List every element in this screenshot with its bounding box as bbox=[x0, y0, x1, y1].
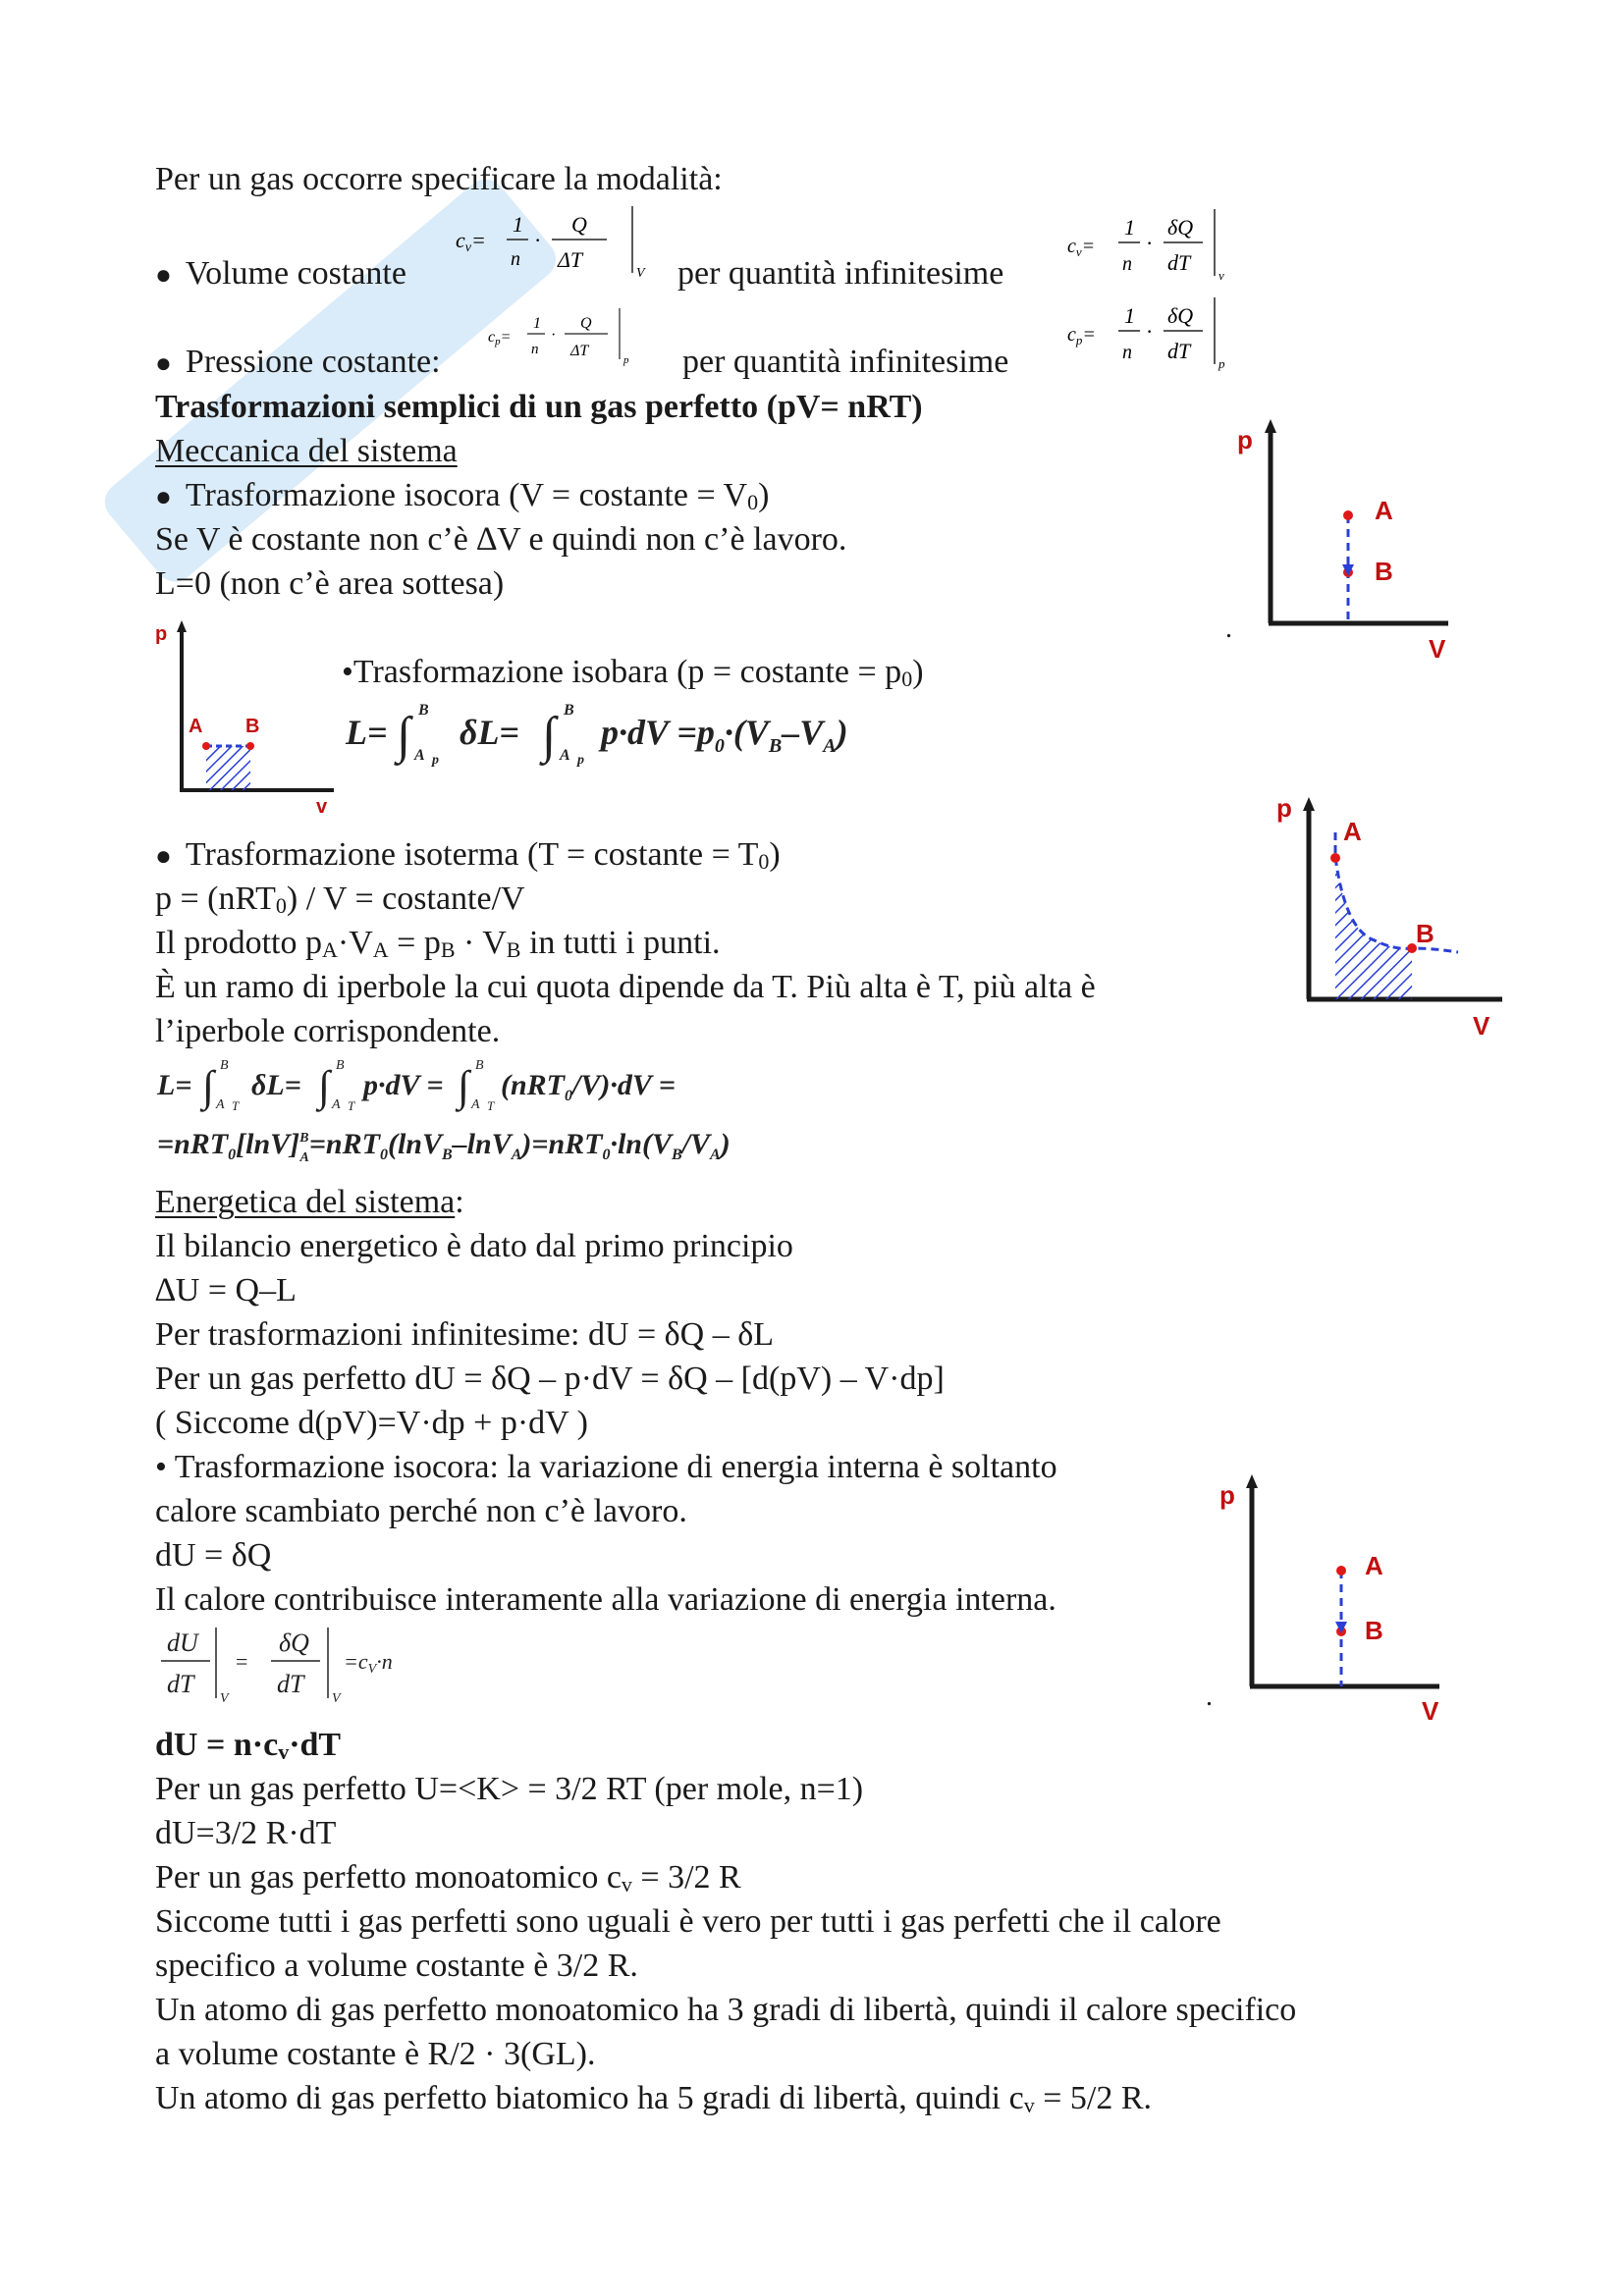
isoterma-pressure: p = (nRT$_0$) / V = costante/V bbox=[155, 881, 525, 918]
energetica-line-4: Per un gas perfetto dU = δQ – p·dV = δQ – [d(pV) – V·dp] bbox=[155, 1361, 945, 1397]
isoterma-point-a: A bbox=[1343, 817, 1362, 846]
cp-formula-infinitesimal bbox=[1065, 290, 1242, 378]
isoterma-formula bbox=[157, 1055, 825, 1173]
isoterma-hyperbola-2: l’iperbole corrispondente. bbox=[155, 1013, 501, 1049]
svg-text:A: A bbox=[471, 1097, 480, 1112]
point-a-label: A bbox=[1375, 496, 1393, 525]
svg-text:p: p bbox=[577, 753, 584, 768]
svg-text:∫: ∫ bbox=[202, 1062, 215, 1110]
svg-text:p: p bbox=[1218, 356, 1225, 371]
svg-text:Q: Q bbox=[580, 315, 592, 332]
svg-text:p: p bbox=[623, 354, 629, 366]
svg-text:(nRT0/V)·dV =: (nRT$_0$/V)·dV = bbox=[501, 1069, 676, 1104]
energy-axis-p: p bbox=[1219, 1480, 1235, 1510]
svg-text:T: T bbox=[232, 1098, 240, 1113]
infinitesime-label-2: per quantità infinitesime bbox=[682, 344, 1009, 380]
svg-text:B: B bbox=[564, 702, 574, 719]
text-line-31: Un atomo di gas perfetto monoatomico ha 3 gradi di libertà, quindi il calore specifico bbox=[155, 1992, 1297, 2028]
svg-text:1: 1 bbox=[1124, 215, 1135, 240]
text-line-28: Per un gas perfetto monoatomico $c_v = 3/2$ R bbox=[155, 1859, 741, 1896]
cp-formula-finite bbox=[486, 302, 643, 371]
energetica-line-9: Il calore contribuisce interamente alla variazione di energia interna. bbox=[155, 1581, 1056, 1618]
svg-text:v: v bbox=[1218, 268, 1224, 283]
isocora-desc: Se V è costante non c’è ∆V e quindi non c’è lavoro. bbox=[155, 521, 847, 558]
infinitesime-label-1: per quantità infinitesime bbox=[677, 255, 1004, 292]
svg-text:dT: dT bbox=[277, 1670, 304, 1698]
axis-v-label: V bbox=[1429, 634, 1446, 664]
svg-text:·: · bbox=[551, 327, 557, 344]
svg-text:∫: ∫ bbox=[542, 708, 557, 764]
energy-axis-v: V bbox=[1422, 1696, 1439, 1726]
svg-text:n: n bbox=[1122, 253, 1132, 275]
text-line-30: specifico a volume costante è 3/2 R. bbox=[155, 1948, 638, 1984]
svg-text:B: B bbox=[418, 702, 429, 719]
svg-text:B: B bbox=[475, 1058, 484, 1073]
isoterma-graph bbox=[1267, 793, 1522, 1043]
svg-text:n: n bbox=[531, 342, 539, 357]
svg-text:A: A bbox=[332, 1097, 341, 1112]
svg-text:B: B bbox=[336, 1058, 345, 1073]
svg-text:ΔT: ΔT bbox=[570, 343, 589, 359]
svg-text:n: n bbox=[1122, 342, 1132, 363]
svg-text:=: = bbox=[236, 1649, 248, 1674]
svg-text:V: V bbox=[636, 266, 645, 281]
isocora-graph bbox=[1218, 417, 1483, 667]
svg-text:A: A bbox=[560, 747, 570, 764]
svg-text:T: T bbox=[487, 1098, 495, 1113]
svg-text:V: V bbox=[332, 1691, 341, 1706]
svg-text:cp=: $c_p=$ bbox=[1067, 324, 1096, 347]
svg-text:L=: L= bbox=[346, 713, 388, 752]
isoterma-axis-p: p bbox=[1276, 793, 1292, 823]
svg-text:p·dV =p0·(VB–VA): $p\cdot dV =p_0\cdot(V_B-V_A)$ bbox=[601, 713, 848, 757]
energetica-line-6: • Trasformazione isocora: la variazione di energia interna è soltanto bbox=[155, 1449, 1057, 1485]
isobara-point-b: B bbox=[245, 716, 260, 737]
cv-formula-finite bbox=[454, 196, 660, 285]
svg-text:=cV·n: =cV·n bbox=[344, 1649, 393, 1677]
svg-text:dU: dU bbox=[167, 1629, 198, 1657]
energetica-line-3: Per trasformazioni infinitesime: dU = δQ – δL bbox=[155, 1316, 775, 1353]
energetica-line-2: ∆U = Q–L bbox=[155, 1272, 297, 1308]
svg-text:δL=: δL= bbox=[251, 1069, 301, 1101]
svg-text:·: · bbox=[1146, 231, 1154, 255]
svg-text:p·dV =: p·dV = bbox=[363, 1069, 444, 1101]
svg-text:p: p bbox=[432, 753, 439, 768]
isoterma-line: ● Trasformazione isoterma (T = costante = $T_0$) bbox=[155, 836, 781, 874]
svg-text:∫: ∫ bbox=[397, 708, 411, 764]
isoterma-axis-v: V bbox=[1473, 1011, 1490, 1041]
svg-text:δQ: δQ bbox=[1167, 303, 1194, 328]
svg-text:n: n bbox=[511, 248, 520, 270]
text-line-29: Siccome tutti i gas perfetti sono uguali è vero per tutti i gas perfetti che il calore bbox=[155, 1903, 1221, 1940]
svg-text:=nRT0[lnV]BA=nRT0(lnVB–lnVA)=n: $=nRT_0[\ln V]^B$ $A=nRT_0(\ln V_B-\ln V_A)=nRT_0\cdot\ln(V_B/V_A)$ bbox=[157, 1128, 731, 1165]
isobara-axis-v: v bbox=[316, 796, 328, 818]
svg-text:ΔT: ΔT bbox=[558, 247, 583, 272]
energetica-line-5: ( Siccome d(pV)=V·dp + p·dV ) bbox=[155, 1405, 588, 1441]
svg-text:1: 1 bbox=[513, 212, 523, 237]
isocora-line: ● Trasformazione isocora (V = costante = $V_0$) bbox=[155, 477, 770, 514]
isobara-axis-p: p bbox=[155, 623, 168, 645]
text-line-27: dU=3/2 R·dT bbox=[155, 1815, 337, 1851]
svg-text:∫: ∫ bbox=[458, 1062, 470, 1110]
svg-text:·: · bbox=[1146, 319, 1154, 344]
energetica-line-7: calore scambiato perché non c’è lavoro. bbox=[155, 1493, 687, 1529]
intro-text: Per un gas occorre specificare la modalità: bbox=[155, 161, 723, 197]
energy-cv-formula bbox=[157, 1622, 452, 1710]
isobara-formula bbox=[346, 695, 915, 774]
svg-text:V: V bbox=[220, 1691, 229, 1706]
isobara-line: •Trasformazione isobara (p = costante = $p_0$) bbox=[342, 654, 924, 691]
svg-text:1: 1 bbox=[1124, 303, 1135, 328]
text-line-26: Per un gas perfetto U=<K> = 3/2 RT (per mole, n=1) bbox=[155, 1771, 864, 1807]
axis-p-label: p bbox=[1237, 425, 1253, 454]
svg-text:A: A bbox=[216, 1097, 225, 1112]
isocora-work: L=0 (non c’è area sottesa) bbox=[155, 565, 505, 602]
svg-text:T: T bbox=[348, 1098, 355, 1113]
text-line-32: a volume costante è R/2 · 3(GL). bbox=[155, 2036, 596, 2072]
cv-formula-infinitesimal bbox=[1065, 201, 1242, 290]
isoterma-point-b: B bbox=[1416, 919, 1435, 948]
svg-text:δQ: δQ bbox=[279, 1629, 309, 1657]
isocora-energy-graph bbox=[1208, 1472, 1473, 1728]
energy-point-b: B bbox=[1365, 1616, 1383, 1645]
energetica-line-1: Il bilancio energetico è dato dal primo principio bbox=[155, 1228, 793, 1264]
svg-text:1: 1 bbox=[533, 315, 541, 332]
svg-text:δL=: δL= bbox=[460, 713, 519, 752]
svg-text:·: · bbox=[534, 228, 542, 252]
svg-text:dT: dT bbox=[1167, 250, 1191, 275]
energetica-heading: Energetica del sistema: bbox=[155, 1184, 464, 1220]
svg-text:L=: L= bbox=[157, 1069, 192, 1101]
isoterma-hyperbola: È un ramo di iperbole la cui quota dipende da T. Più alta è T, più alta è bbox=[155, 969, 1096, 1005]
svg-text:A: A bbox=[414, 747, 425, 764]
point-b-label: B bbox=[1375, 557, 1393, 586]
text-line-33: Un atomo di gas perfetto biatomico ha 5 gradi di libertà, quindi $c_v = 5/2$ R. bbox=[155, 2080, 1153, 2117]
isobara-graph bbox=[147, 618, 344, 818]
section-heading: Trasformazioni semplici di un gas perfetto (pV= nRT) bbox=[155, 389, 923, 425]
meccanica-heading: Meccanica del sistema bbox=[155, 433, 458, 469]
svg-text:dT: dT bbox=[1167, 339, 1191, 363]
energy-point-a: A bbox=[1365, 1551, 1383, 1580]
svg-text:δQ: δQ bbox=[1167, 215, 1194, 240]
du-bold-line: dU = $n\cdot c_v\cdot dT$ bbox=[155, 1727, 342, 1764]
svg-text:cv=: $c_v=$ bbox=[1067, 236, 1096, 259]
svg-text:∫: ∫ bbox=[318, 1062, 331, 1110]
pressione-costante-line: ● Pressione costante: bbox=[155, 344, 441, 380]
volume-costante-line: ● Volume costante bbox=[155, 255, 406, 292]
svg-text:cp=: cp= bbox=[488, 329, 512, 347]
isobara-point-a: A bbox=[189, 716, 203, 737]
svg-text:cv=: cv= bbox=[456, 228, 486, 255]
energetica-line-8: dU = δQ bbox=[155, 1537, 272, 1574]
svg-text:B: B bbox=[220, 1058, 229, 1073]
svg-text:Q: Q bbox=[571, 212, 587, 237]
svg-text:dT: dT bbox=[167, 1670, 194, 1698]
isoterma-product: Il prodotto $p_A\cdot V_A = p_B \cdot V_B$ in tutti i punti. bbox=[155, 925, 721, 962]
